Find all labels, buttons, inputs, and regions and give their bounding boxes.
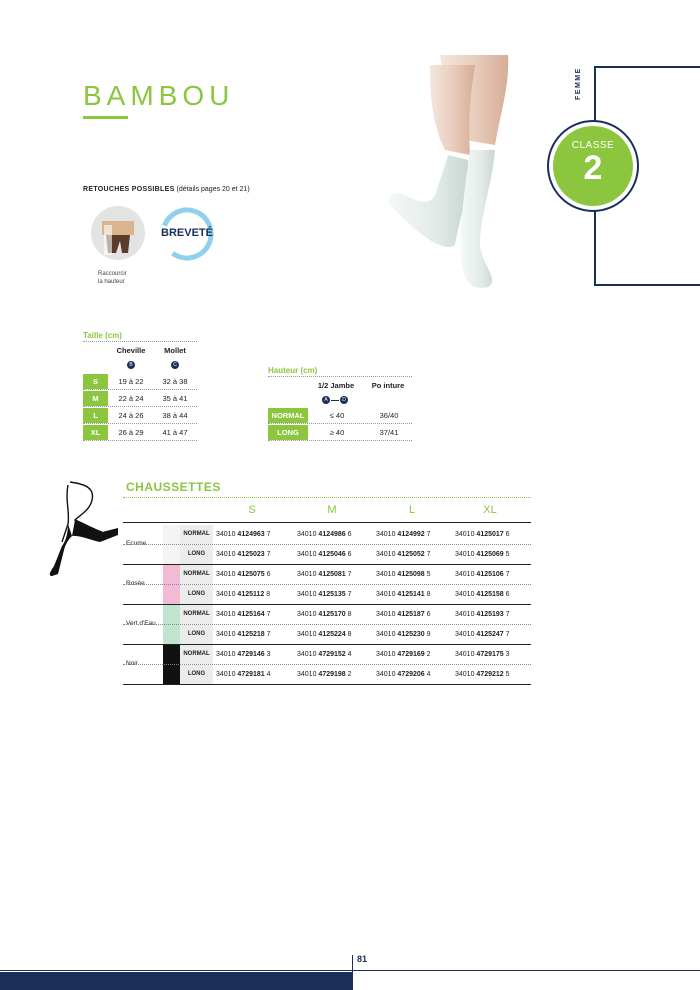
table-row [123,664,531,684]
code-main: 4124992 [397,531,425,538]
code-main: 4125112 [237,591,265,598]
code-prefix: 34010 [455,591,475,598]
code-prefix: 34010 [297,531,317,538]
code-prefix: 34010 [216,531,236,538]
marker-d: D [340,396,348,404]
code-check-digit: 7 [426,531,431,538]
sock-leg-icon [40,480,120,580]
product-code [455,665,535,684]
code-check-digit: 6 [505,531,510,538]
product-code [297,525,377,544]
size-header-xl: XL [483,504,497,516]
code-check-digit: 2 [426,651,431,658]
code-prefix: 34010 [216,611,236,618]
table-row [123,524,531,545]
classe-badge [553,126,633,206]
code-check-digit: 6 [426,611,431,618]
code-check-digit: 9 [426,631,431,638]
table-row [123,584,531,604]
code-check-digit: 7 [505,631,510,638]
product-code [455,565,535,584]
code-main: 4125158 [476,591,504,598]
footer-rule [0,970,700,971]
code-check-digit: 6 [347,531,352,538]
code-check-digit: 7 [266,631,271,638]
retouches-label: RETOUCHES POSSIBLES [83,186,175,193]
code-main: 4125141 [397,591,425,598]
code-check-digit: 5 [426,571,431,578]
code-prefix: 34010 [216,671,236,678]
product-code [216,565,296,584]
product-code [216,545,296,564]
taille-row [83,374,197,390]
code-main: 4729181 [237,671,265,678]
product-code [376,545,456,564]
mollet-value: 38 à 44 [162,411,188,420]
product-code [297,545,377,564]
hauteur-row [268,425,412,441]
raccourcir-line1: Raccourcir [98,271,127,277]
code-check-digit: 5 [505,551,510,558]
classe-label: CLASSE [571,140,615,151]
code-main: 4125135 [318,591,346,598]
code-prefix: 34010 [216,651,236,658]
variant-label: NORMAL [180,565,213,584]
code-main: 4125052 [397,551,425,558]
code-prefix: 34010 [455,631,475,638]
color-name: Vert d'Eau [126,620,156,627]
code-check-digit: 7 [347,591,352,598]
taille-rule [83,341,197,342]
page-number: 81 [357,954,368,964]
brevete-badge [158,206,216,262]
size-header-l: L [408,504,416,516]
code-prefix: 34010 [216,631,236,638]
code-prefix: 34010 [455,571,475,578]
code-main: 4124963 [237,531,265,538]
variant-label: LONG [180,625,213,644]
chaussettes-title: CHAUSSETTES [126,480,221,494]
product-code [297,565,377,584]
size-label: M [83,391,108,406]
code-main: 4729146 [237,651,265,658]
code-prefix: 34010 [455,551,475,558]
code-main: 4125106 [476,571,504,578]
code-check-digit: 4 [347,651,352,658]
chaussettes-rule [123,497,531,498]
variant-label: LONG [180,665,213,684]
raccourcir-caption [98,270,158,286]
table-row [123,644,531,665]
code-prefix: 34010 [297,671,317,678]
title-underline [83,116,128,119]
marker-c: C [171,361,179,369]
product-code [297,645,377,664]
code-main: 4125098 [397,571,425,578]
table-row [123,624,531,644]
color-name: Noir [126,660,138,667]
code-main: 4125164 [237,611,265,618]
product-code [297,625,377,644]
hauteur-rule [268,376,412,377]
code-main: 4125069 [476,551,504,558]
cheville-value: 24 à 26 [118,411,144,420]
size-header-m: M [327,504,337,516]
code-main: 4125193 [476,611,504,618]
taille-title: Taille (cm) [83,331,122,340]
product-code [216,645,296,664]
product-code [455,625,535,644]
variant-label: NORMAL [180,525,213,544]
demi-jambe-value: ≥ 40 [329,428,345,437]
product-code [216,525,296,544]
code-check-digit: 4 [266,671,271,678]
code-main: 4125075 [237,571,265,578]
product-code [216,665,296,684]
hauteur-header-demi-jambe: 1/2 Jambe [317,381,355,390]
code-main: 4125230 [397,631,425,638]
size-header-s: S [248,504,256,516]
code-prefix: 34010 [297,611,317,618]
color-name: Ecume [126,540,147,547]
variant-label: LONG [180,545,213,564]
code-prefix: 34010 [297,591,317,598]
code-prefix: 34010 [455,651,475,658]
code-prefix: 34010 [216,571,236,578]
color-name: Rosée [126,580,145,587]
code-prefix: 34010 [376,651,396,658]
product-code [216,585,296,604]
chaussettes-header-rule [123,522,531,523]
product-code [297,665,377,684]
code-check-digit: 8 [426,591,431,598]
size-label: S [83,374,108,389]
code-main: 4125023 [237,551,265,558]
code-prefix: 34010 [297,551,317,558]
product-code [376,605,456,624]
code-check-digit: 8 [347,611,352,618]
code-main: 4125218 [237,631,265,638]
code-main: 4125224 [318,631,346,638]
code-main: 4729198 [318,671,346,678]
retouches-detail: (détails pages 20 et 21) [176,186,250,193]
size-label: XL [83,425,108,440]
code-check-digit: 3 [505,651,510,658]
femme-label: FEMME [575,67,582,101]
brevete-text: BREVETÉ [161,227,213,239]
raccourcir-icon [90,205,146,261]
variant-label: LONG [180,585,213,604]
product-code [376,625,456,644]
code-prefix: 34010 [297,631,317,638]
code-main: 4125187 [397,611,425,618]
code-check-digit: 6 [505,591,510,598]
code-check-digit: 3 [266,651,271,658]
code-check-digit: 4 [426,671,431,678]
code-check-digit: 7 [266,611,271,618]
code-main: 4125017 [476,531,504,538]
code-prefix: 34010 [455,531,475,538]
hauteur-row [268,408,412,424]
hauteur-title: Hauteur (cm) [268,366,318,375]
product-code [376,665,456,684]
taille-header-mollet: Mollet [164,346,186,355]
product-code [376,645,456,664]
code-main: 4729169 [397,651,425,658]
taille-row [83,391,197,407]
mollet-value: 32 à 38 [162,377,188,386]
page-title: BAMBOU [83,80,235,111]
code-check-digit: 7 [426,551,431,558]
variant-label: NORMAL [180,605,213,624]
cheville-value: 26 à 29 [118,428,144,437]
footer-divider [352,955,353,990]
variant-label: NORMAL [180,645,213,664]
code-check-digit: 7 [347,571,352,578]
code-check-digit: 7 [505,571,510,578]
code-main: 4729212 [476,671,504,678]
taille-header-cheville: Cheville [116,346,146,355]
product-code [216,625,296,644]
code-main: 4729175 [476,651,504,658]
code-main: 4125247 [476,631,504,638]
retouches-line [83,186,250,193]
marker-a: A [322,396,330,404]
code-prefix: 34010 [455,611,475,618]
product-code [297,585,377,604]
mollet-value: 35 à 41 [162,394,188,403]
code-prefix: 34010 [376,671,396,678]
cheville-value: 22 à 24 [118,394,144,403]
classe-number: 2 [583,149,603,187]
code-main: 4729206 [397,671,425,678]
code-prefix: 34010 [455,671,475,678]
code-main: 4124986 [318,531,346,538]
code-prefix: 34010 [297,571,317,578]
demi-jambe-value: ≤ 40 [329,411,345,420]
product-code [455,545,535,564]
code-prefix: 34010 [376,591,396,598]
product-code [455,585,535,604]
marker-connector [331,400,339,401]
code-prefix: 34010 [376,631,396,638]
footer-bar [0,972,352,990]
code-main: 4125081 [318,571,346,578]
product-code [455,525,535,544]
raccourcir-line2: la hauteur [98,279,125,285]
taille-row [83,425,197,441]
product-code [297,605,377,624]
cheville-value: 19 à 22 [118,377,144,386]
legs-socks-image [370,55,530,295]
code-check-digit: 6 [347,551,352,558]
product-code [216,605,296,624]
code-prefix: 34010 [216,551,236,558]
product-code [455,605,535,624]
hauteur-label: NORMAL [268,408,308,423]
table-row [123,544,531,564]
code-prefix: 34010 [376,611,396,618]
hauteur-header-pointure: Po inture [371,381,405,390]
product-code [376,565,456,584]
mollet-value: 41 à 47 [162,428,188,437]
code-check-digit: 6 [266,571,271,578]
size-label: L [83,408,108,423]
code-prefix: 34010 [376,531,396,538]
product-code [455,645,535,664]
code-prefix: 34010 [376,551,396,558]
code-check-digit: 5 [505,671,510,678]
code-check-digit: 8 [266,591,271,598]
taille-row [83,408,197,424]
code-check-digit: 7 [266,531,271,538]
code-main: 4729152 [318,651,346,658]
code-check-digit: 7 [266,551,271,558]
code-main: 4125046 [318,551,346,558]
table-row [123,604,531,625]
code-check-digit: 7 [505,611,510,618]
pointure-value: 37/41 [379,428,399,437]
table-bottom-rule [123,684,531,685]
code-prefix: 34010 [376,571,396,578]
code-check-digit: 8 [347,631,352,638]
table-row [123,564,531,585]
code-prefix: 34010 [216,591,236,598]
code-check-digit: 2 [347,671,352,678]
product-code [376,585,456,604]
hauteur-label: LONG [268,425,308,440]
product-code [376,525,456,544]
pointure-value: 36/40 [379,411,399,420]
code-main: 4125170 [318,611,346,618]
marker-b: B [127,361,135,369]
code-prefix: 34010 [297,651,317,658]
